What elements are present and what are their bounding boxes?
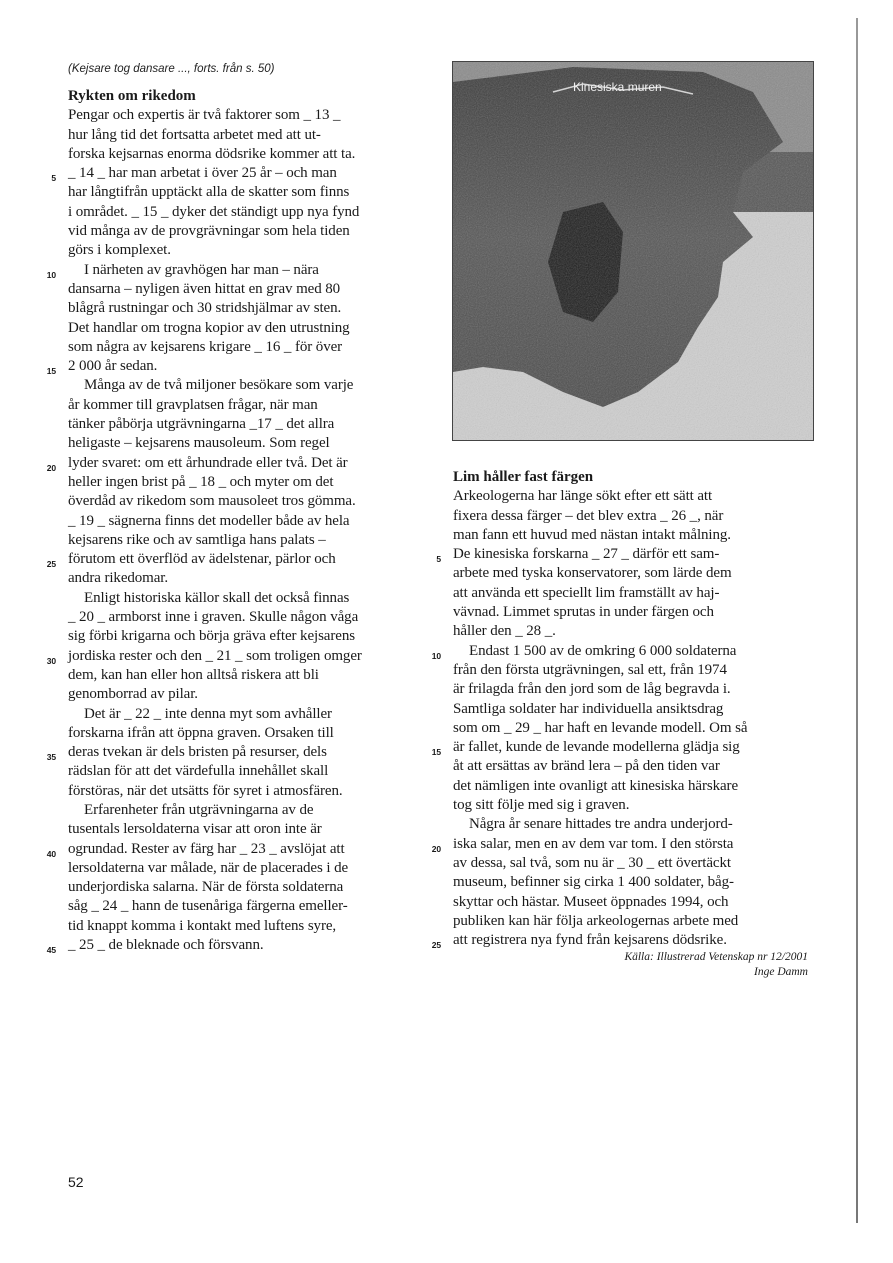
text-line [68,203,428,222]
line-number: 10 [431,650,441,661]
text-line [46,454,428,473]
line-text: rädslan för att det värdefulla innehållet skall [68,763,329,780]
text-line [453,487,813,506]
line-text: åt att ersättas av bränd lera – på den tiden var [453,758,720,775]
text-line [68,859,428,878]
text-line [453,893,813,912]
text-line [453,719,813,738]
china-map [452,61,814,441]
line-text: såg _ 24 _ hann de tusenåriga färgerna emeller- [68,898,348,915]
text-line [68,762,428,781]
line-text: Några år senare hittades tre andra underjord- [469,816,733,833]
line-text: forska kejsarnas enorma dödsrike kommer att ta. [68,145,356,162]
line-text: lyder svaret: om ett århundrade eller två. Det är [68,454,348,471]
text-line [68,627,428,646]
text-line [68,569,428,588]
line-text: tog sitt följe med sig i graven. [453,797,630,814]
line-text: Samtliga soldater har individuella ansiktsdrag [453,700,724,717]
text-line [68,319,428,338]
line-text: ogrundad. Rester av färg har _ 23 _ avslöjat att [68,840,345,857]
author-line: Inge Damm [754,966,808,978]
line-text: håller den _ 28 _. [453,623,556,640]
line-text: lersoldaterna var målade, när de placerades i de [68,859,349,876]
line-text: skyttar och hästar. Museet öppnades 1994, och [453,893,729,910]
text-line [453,507,813,526]
line-text: arbete med tyska konservatorer, som lärde dem [453,565,732,582]
source-credit [624,950,808,980]
line-text: år kommer till gravplatsen frågar, när man [68,396,318,413]
text-line [68,801,428,820]
line-text: kejsarens rike och av samtliga hans palats – [68,531,326,548]
page-edge-line [856,18,858,1223]
text-line [68,685,428,704]
text-line [46,550,428,570]
text-line [68,299,428,318]
text-line [68,608,428,627]
left-heading: Rykten om rikedom [68,88,196,104]
text-line [453,777,813,796]
text-line [68,376,428,395]
line-text: museum, befinner sig cirka 1 400 soldater, båg- [453,874,734,891]
line-text: vävnad. Limmet sprutas in under färgen och [453,604,714,621]
china-map-drawing [453,62,813,440]
text-line [68,415,428,434]
line-number: 40 [46,848,56,859]
line-text: vid många av de provgrävningar som hela tiden [68,223,350,240]
text-line [453,584,813,603]
line-text: överdåd av rikedom som mausoleet tros gömma. [68,493,356,510]
line-text: tusentals lersoldaterna visar att oron inte är [68,821,322,838]
line-text: man fann ett huvud med nästan intakt målning. [453,526,731,543]
line-text: Det handlar om trogna kopior av den utrustning [68,319,350,336]
line-text: _ 14 _ har man arbetat i över 25 år – och man [68,165,337,182]
text-line [68,145,428,164]
line-text: iska salar, men en av dem var tom. I den största [453,835,734,852]
line-text: publiken kan här följa arkeologernas arbete med [453,912,739,929]
text-line [68,782,428,801]
line-text: som några av kejsarens krigare _ 16 _ för över [68,338,343,355]
line-text: _ 20 _ armborst inne i graven. Skulle någon våga [68,609,359,626]
line-text: av dessa, sal två, som nu är _ 30 _ ett övertäckt [453,854,731,871]
line-number: 15 [46,366,56,377]
line-number: 25 [46,559,56,570]
line-number: 45 [46,945,56,956]
text-line [68,241,428,260]
text-line [46,357,428,377]
source-line: Källa: Illustrerad Vetenskap nr 12/2001 [624,951,808,963]
text-line [431,931,813,951]
text-line [453,680,813,699]
text-line [68,338,428,357]
text-line [68,280,428,299]
text-line [46,840,428,859]
text-line [453,912,813,931]
line-text: är fallet, kunde de levande modellerna glädja sig [453,739,740,756]
line-text: Erfarenheter från utgrävningarna av de [84,801,314,818]
text-line [436,545,813,565]
text-line [431,642,813,661]
line-text: görs i komplexet. [68,242,171,259]
line-text: det nämligen inte ovanligt att kinesiska härskare [453,777,739,794]
text-line [431,738,813,758]
right-heading: Lim håller fast färgen [453,469,594,485]
text-line [453,700,813,719]
line-text: förstöras, när det utsätts för syret i atmosfären. [68,782,343,799]
line-text: heligaste – kejsarens mausoleum. Som regel [68,435,330,452]
text-line [453,796,813,815]
text-line [68,396,428,415]
line-text: _ 25 _ de bleknade och försvann. [68,937,264,954]
line-text: i området. _ 15 _ dyker det ständigt upp nya fynd [68,203,360,220]
text-line [453,564,813,583]
line-text: 2 000 år sedan. [68,358,158,375]
text-line [68,820,428,839]
line-text: genomborrad av pilar. [68,686,198,703]
line-number: 20 [431,843,441,854]
line-text: Många av de två miljoner besökare som varje [84,377,354,394]
line-text: Det är _ 22 _ inte denna myt som avhåller [84,705,332,722]
line-text: underjordiska salarna. När de första soldaterna [68,879,344,896]
text-line [51,164,428,184]
line-text: är frilagda från den jord som de låg begravda i. [453,681,731,698]
page-number: 52 [68,1174,84,1190]
line-text: sig förbi krigarna och börja gräva efter kejsarens [68,628,355,645]
line-text: I närheten av gravhögen har man – nära [84,261,319,278]
text-line [453,854,813,873]
line-number: 15 [431,747,441,758]
text-line [453,815,813,834]
text-line [453,603,813,622]
line-text: andra rikedomar. [68,570,169,587]
text-line [68,126,428,145]
line-text: dem, kan han eller hon alltså riskera att bli [68,666,319,683]
line-text: heller ingen brist på _ 18 _ och myter om det [68,473,334,490]
line-text: Pengar och expertis är två faktorer som _ 13 _ [68,107,341,124]
line-text: från den första utgrävningen, sal ett, från 1974 [453,661,727,678]
line-text: De kinesiska forskarna _ 27 _ därför ett sam- [453,546,720,563]
line-number: 20 [46,462,56,473]
line-text: att registrera nya fynd från kejsarens dödsrike. [453,932,727,949]
line-number: 5 [51,173,56,184]
line-number: 5 [436,554,441,565]
line-text: Enligt historiska källor skall det också finnas [84,589,350,606]
line-text: att använda ett speciellt lim framställt av haj- [453,584,720,601]
text-line [453,661,813,680]
line-text: hur lång tid det fortsatta arbetet med att ut- [68,126,321,143]
line-text: Endast 1 500 av de omkring 6 000 soldaterna [469,642,737,659]
line-text: har långtifrån upptäckt alla de skatter som finns [68,184,350,201]
text-line [68,434,428,453]
left-column [46,87,428,956]
line-number: 35 [46,752,56,763]
text-line [68,897,428,916]
line-text: _ 19 _ sägnerna finns det modeller både av hela [68,512,350,529]
text-line [453,622,813,641]
text-line [68,589,428,608]
text-line [68,222,428,241]
text-line [68,512,428,531]
line-text: jordiska rester och den _ 21 _ som troligen omger [68,647,362,664]
intro-note: (Kejsare tog dansare ..., forts. från s. 50) [68,63,275,75]
text-line [68,183,428,202]
line-text: tid knappt komma i kontakt med luftens syre, [68,917,337,934]
text-line [68,724,428,743]
text-line [46,647,428,666]
line-text: som om _ 29 _ har haft en levande modell. Om så [453,719,748,736]
right-column [431,468,813,951]
text-line [46,743,428,763]
line-text: blågrå rustningar och 30 stridshjälmar av sten. [68,300,342,317]
text-line [46,261,428,280]
line-number: 25 [431,940,441,951]
line-text: Arkeologerna har länge sökt efter ett sätt att [453,488,713,505]
line-text: deras tvekan är dels bristen på resurser, dels [68,744,327,761]
text-line [453,757,813,776]
line-text: förutom ett överflöd av ädelstenar, pärlor och [68,551,336,568]
text-line [46,936,428,956]
text-line [68,917,428,936]
text-line [68,492,428,511]
line-text: forskarna ifrån att öppna graven. Orsaken till [68,724,334,741]
text-line [68,473,428,492]
line-text: fixera dessa färger – det blev extra _ 26 _, när [453,507,724,524]
line-number: 30 [46,655,56,666]
line-text: tänker påbörja utgrävningarna _17 _ det allra [68,416,335,433]
text-line [68,666,428,685]
text-line [453,526,813,545]
text-line [68,106,428,125]
line-text: dansarna – nyligen även hittat en grav med 80 [68,280,341,297]
text-line [68,878,428,897]
text-line [431,835,813,854]
text-line [453,873,813,892]
line-number: 10 [46,269,56,280]
text-line [68,705,428,724]
text-line [68,531,428,550]
map-caption-great-wall: Kinesiska muren [573,80,662,94]
